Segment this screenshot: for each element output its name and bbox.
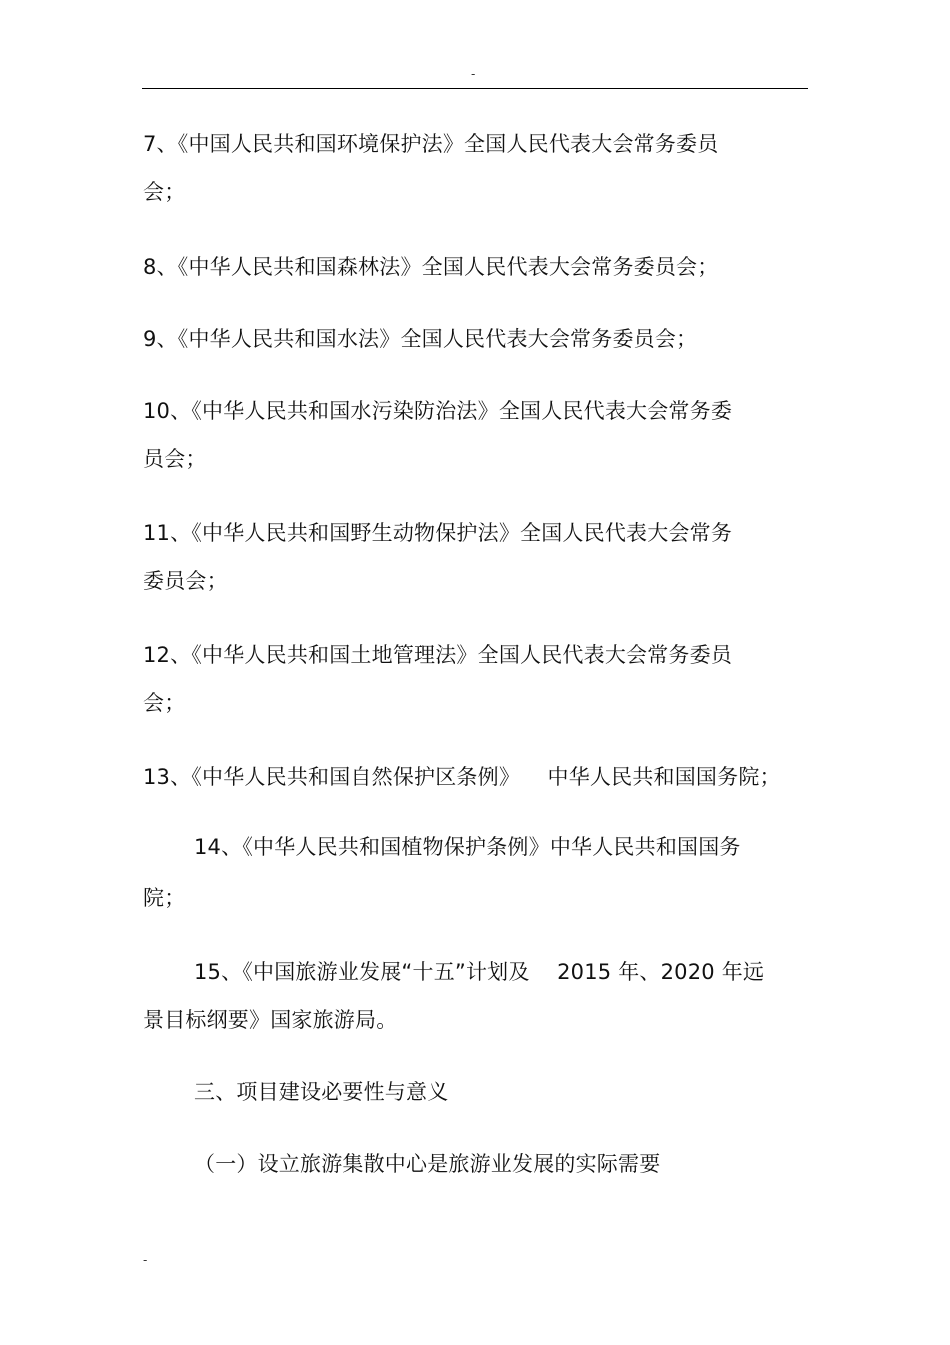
list-item-14-line-2: 院； (143, 886, 186, 910)
header-mark: - (471, 67, 476, 81)
list-item-14-line-1: 14、《中华人民共和国植物保护条例》中华人民共和国国务 (194, 835, 741, 859)
list-item-15-line-2: 景目标纲要》国家旅游局。 (143, 1008, 398, 1032)
list-item-8: 8、《中华人民共和国森林法》全国人民代表大会常务委员会； (143, 255, 719, 279)
header-rule (142, 88, 808, 89)
list-item-9: 9、《中华人民共和国水法》全国人民代表大会常务委员会； (143, 327, 698, 351)
list-item-12-line-2: 会； (143, 691, 186, 715)
list-item-7-line-1: 7、《中国人民共和国环境保护法》全国人民代表大会常务委员 (143, 132, 719, 156)
list-item-10-line-2: 员会； (143, 447, 207, 471)
list-item-12-line-1: 12、《中华人民共和国土地管理法》全国人民代表大会常务委员 (143, 643, 733, 667)
list-item-11-line-1: 11、《中华人民共和国野生动物保护法》全国人民代表大会常务 (143, 521, 733, 545)
list-item-11-line-2: 委员会； (143, 569, 228, 593)
subsection-heading: （一）设立旅游集散中心是旅游业发展的实际需要 (194, 1152, 661, 1176)
list-item-7-line-2: 会； (143, 180, 186, 204)
list-item-13: 13、《中华人民共和国自然保护区条例》 中华人民共和国国务院； (143, 765, 781, 789)
list-item-15-line-1: 15、《中国旅游业发展“十五”计划及 2015 年、2020 年远 (194, 960, 765, 984)
section-heading: 三、项目建设必要性与意义 (194, 1080, 449, 1104)
footer-mark: - (143, 1253, 148, 1267)
list-item-10-line-1: 10、《中华人民共和国水污染防治法》全国人民代表大会常务委 (143, 399, 733, 423)
